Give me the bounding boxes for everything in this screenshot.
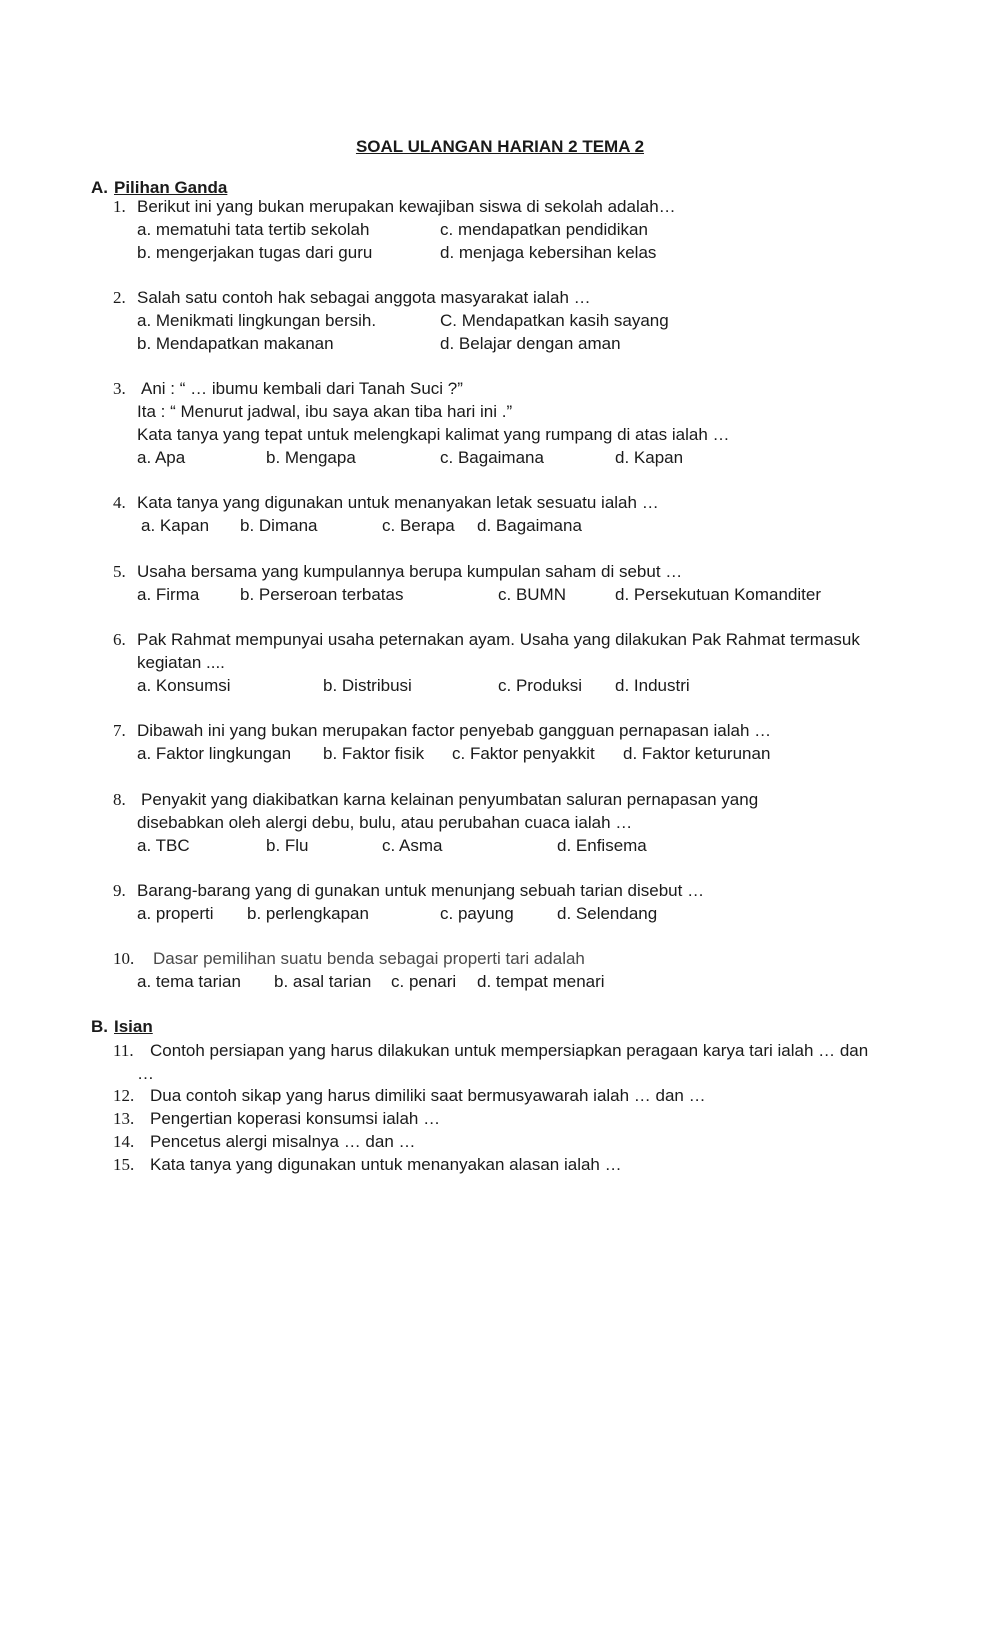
option-b: b. Flu (266, 836, 309, 855)
dialog-line-ita: Ita : “ Menurut jadwal, ibu saya akan tiba hari ini .” (137, 402, 513, 421)
option-d: d. Industri (615, 676, 690, 695)
question-number: 8. (113, 790, 126, 809)
question-text-cont: kegiatan .... (137, 653, 225, 672)
question-text: Kata tanya yang digunakan untuk menanyakan alasan ialah … (150, 1155, 622, 1174)
page-title: SOAL ULANGAN HARIAN 2 TEMA 2 (355, 137, 645, 156)
question-number: 5. (113, 562, 126, 581)
option-d: d. tempat menari (477, 972, 605, 991)
question-text: Contoh persiapan yang harus dilakukan untuk mempersiapkan peragaan karya tari ialah … dan (150, 1041, 869, 1060)
option-b: b. asal tarian (274, 972, 372, 991)
option-c: c. payung (440, 904, 514, 923)
option-c: c. Bagaimana (440, 448, 544, 467)
option-c: c. mendapatkan pendidikan (440, 220, 648, 239)
option-d: d. Faktor keturunan (623, 744, 771, 763)
option-d: d. Persekutuan Komanditer (615, 585, 822, 604)
option-b: b. Mengapa (266, 448, 356, 467)
question-text: Kata tanya yang digunakan untuk menanyakan letak sesuatu ialah … (137, 493, 659, 512)
option-c: C. Mendapatkan kasih sayang (440, 311, 669, 330)
question-number: 13. (113, 1109, 135, 1128)
option-c: c. Berapa (382, 516, 455, 535)
option-a: a. properti (137, 904, 214, 923)
section-b-letter: B. (91, 1017, 108, 1036)
option-a: a. Kapan (141, 516, 210, 535)
option-a: a. mematuhi tata tertib sekolah (137, 220, 370, 239)
option-b: b. Faktor fisik (323, 744, 425, 763)
question-number: 10. (113, 949, 135, 968)
question-text: Salah satu contoh hak sebagai anggota masyarakat ialah … (137, 288, 591, 307)
question-text: Usaha bersama yang kumpulannya berupa kumpulan saham di sebut … (137, 562, 683, 581)
option-b: b. mengerjakan tugas dari guru (137, 243, 373, 262)
option-c: c. Asma (382, 836, 443, 855)
option-a: a. Firma (137, 585, 200, 604)
question-number: 14. (113, 1132, 135, 1151)
option-c: c. BUMN (498, 585, 566, 604)
question-text-cont: … (137, 1064, 154, 1083)
question-number: 9. (113, 881, 126, 900)
question-text: Berikut ini yang bukan merupakan kewajiban siswa di sekolah adalah… (137, 197, 676, 216)
question-text: Pengertian koperasi konsumsi ialah … (150, 1109, 441, 1128)
section-a-heading (91, 178, 227, 198)
option-b: b. Mendapatkan makanan (137, 334, 334, 353)
question-text: Barang-barang yang di gunakan untuk menunjang sebuah tarian disebut … (137, 881, 705, 900)
option-b: b. Dimana (240, 516, 318, 535)
question-number: 1. (113, 197, 126, 216)
section-b-name: Isian (114, 1017, 153, 1036)
question-text: Penyakit yang diakibatkan karna kelainan penyumbatan saluran pernapasan yang (141, 790, 759, 809)
question-text: Dasar pemilihan suatu benda sebagai properti tari adalah (153, 949, 585, 968)
option-b: b. perlengkapan (247, 904, 369, 923)
question-number: 3. (113, 379, 126, 398)
option-c: c. Faktor penyakkit (452, 744, 595, 763)
dialog-line-ani: Ani : “ … ibumu kembali dari Tanah Suci ?” (141, 379, 463, 398)
option-d: d. Selendang (557, 904, 658, 923)
question-text: Dibawah ini yang bukan merupakan factor penyebab gangguan pernapasan ialah … (137, 721, 772, 740)
option-d: d. Belajar dengan aman (440, 334, 621, 353)
option-d: d. Bagaimana (477, 516, 582, 535)
question-text: Pak Rahmat mempunyai usaha peternakan ayam. Usaha yang dilakukan Pak Rahmat termasuk (137, 630, 860, 649)
option-c: c. penari (391, 972, 457, 991)
option-a: a. Konsumsi (137, 676, 231, 695)
option-b: b. Distribusi (323, 676, 412, 695)
option-a: a. TBC (137, 836, 190, 855)
question-text: Dua contoh sikap yang harus dimiliki saat bermusyawarah ialah … dan … (150, 1086, 706, 1105)
option-a: a. Menikmati lingkungan bersih. (137, 311, 377, 330)
option-a: a. Faktor lingkungan (137, 744, 292, 763)
option-b: b. Perseroan terbatas (240, 585, 404, 604)
question-number: 12. (113, 1086, 135, 1105)
question-text: Kata tanya yang tepat untuk melengkapi kalimat yang rumpang di atas ialah … (137, 425, 730, 444)
question-number: 2. (113, 288, 126, 307)
question-number: 4. (113, 493, 126, 512)
question-text-cont: disebabkan oleh alergi debu, bulu, atau perubahan cuaca ialah … (137, 813, 633, 832)
option-d: d. Kapan (615, 448, 684, 467)
question-number: 15. (113, 1155, 135, 1174)
option-d: d. menjaga kebersihan kelas (440, 243, 657, 262)
option-c: c. Produksi (498, 676, 583, 695)
question-number: 11. (113, 1041, 134, 1060)
section-a-letter: A. (91, 178, 108, 197)
question-text: Pencetus alergi misalnya … dan … (150, 1132, 416, 1151)
option-a: a. tema tarian (137, 972, 241, 991)
question-number: 6. (113, 630, 126, 649)
option-a: a. Apa (137, 448, 186, 467)
question-number: 7. (113, 721, 126, 740)
section-b-heading (91, 1017, 153, 1037)
option-d: d. Enfisema (557, 836, 647, 855)
section-a-name: Pilihan Ganda (114, 178, 228, 197)
